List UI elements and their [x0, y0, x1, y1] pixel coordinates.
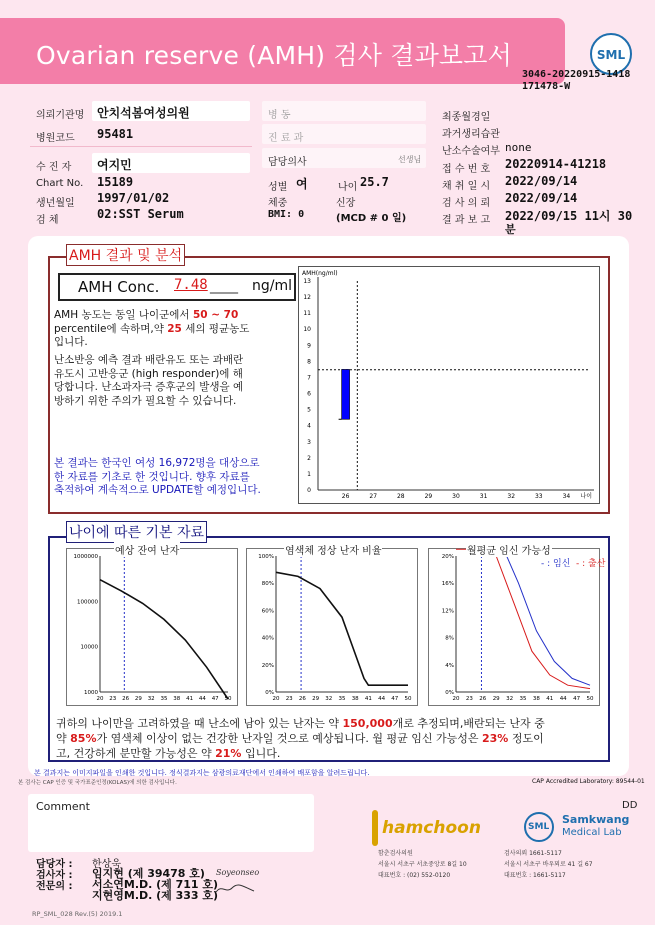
institution-label: 의뢰기관명 [36, 110, 85, 121]
amh-x-tick: 33 [534, 493, 543, 500]
chart-preg-y-tick: 16% [441, 581, 454, 588]
age-section-title: 나이에 따른 기본 자료 [66, 521, 207, 543]
chart-preg-x-tick: 29 [492, 696, 500, 702]
chart-preg-y-tick: 20% [441, 554, 454, 560]
birth-pct-value: 21% [215, 747, 242, 760]
p1b: percentile에 속하며,약 [54, 322, 164, 335]
p3-line-1: 본 결과는 한국인 여성 16,972명을 대상으로 [54, 457, 260, 469]
p3-line-2: 한 자료를 기초로 한 것입니다. 향후 자료를 [54, 470, 250, 483]
expert-2-value: 지현영M.D. (제 333 호) [92, 889, 219, 902]
chart-preg-x-tick: 35 [519, 696, 527, 702]
sml-logo-text: SML [596, 48, 626, 62]
chart-preg-x-tick: 50 [586, 696, 594, 702]
sum-g: 입니다. [244, 747, 281, 760]
institution-value: 안치석봄여성의원 [97, 106, 190, 120]
chart-no-label: Chart No. [36, 178, 84, 189]
amh-chart [298, 266, 600, 504]
divider [30, 146, 252, 147]
chart-preg-x-tick: 26 [479, 696, 487, 702]
remaining-eggs-title: 예상 잔여 난자 [114, 542, 180, 557]
expert-label: 전문의 : [36, 881, 73, 892]
mcd-value: (MCD # 0 일) [336, 213, 407, 224]
bmi-value: BMI: 0 [268, 209, 305, 220]
normal-egg-ratio-chart [246, 548, 418, 706]
chart-preg-y-tick: 12% [441, 608, 454, 615]
p1a: AMH 농도는 동일 나이군에서 [54, 309, 190, 321]
chart-normal-x-tick: 38 [351, 696, 359, 702]
chart-preg-x-tick: 32 [506, 696, 514, 702]
chart-eggs-x-tick: 50 [224, 696, 232, 702]
preg-pct-value: 23% [481, 732, 509, 745]
amh-x-tick: 31 [479, 493, 488, 500]
chart-normal-x-tick: 20 [272, 696, 280, 702]
amh-y-tick: 12 [303, 294, 311, 302]
doctor-suffix: 선생님 [398, 155, 422, 164]
amh-y-tick: 6 [307, 390, 311, 398]
chart-eggs-y-tick: 1000 [84, 690, 98, 696]
sml-name-1: Samkwang [562, 813, 630, 826]
amh-conc-label: AMH Conc. [78, 278, 160, 296]
chart-normal-x-tick: 41 [364, 696, 372, 702]
sml-footer-logo-text: SML [528, 822, 550, 832]
test-value: 2022/09/14 [505, 191, 578, 205]
dob-value: 1997/01/02 [97, 191, 170, 205]
p2-line-4: 방하기 위한 주의가 필요할 수 있습니다. [54, 394, 237, 407]
signature: Soyeonseo [216, 868, 260, 877]
receipt-label: 접 수 번 호 [442, 164, 491, 175]
doctor-label: 담당의사 [268, 157, 307, 168]
chart-normal-y-tick: 0% [265, 690, 274, 696]
hospital-code-value: 95481 [97, 127, 134, 141]
age-label: 나이 [338, 182, 358, 193]
chart-eggs-frame [67, 549, 238, 706]
tester-value: 임지현 (제 39478 호) [92, 867, 205, 880]
amh-y-tick: 3 [307, 438, 311, 446]
amh-y-label: AMH(ng/ml) [302, 270, 338, 277]
amh-x-tick: 30 [452, 493, 460, 500]
sum-d: 가 염색체 이상이 없는 건강한 난자일 것으로 예상됩니다. 월 평균 임신 가능성은 [96, 732, 479, 745]
chart-eggs-x-tick: 26 [122, 696, 130, 702]
ovariectomy-label: 난소수술여부 [442, 146, 500, 157]
sum-a: 귀하의 나이만을 고려하였을 때 난소에 남아 있는 난자는 약 [56, 717, 339, 730]
p1c: 세의 평균농도 [185, 322, 250, 335]
chart-normal-y-tick: 100% [258, 554, 274, 560]
amh-x-tick: 28 [396, 493, 405, 500]
normal-pct-value: 85% [70, 732, 97, 745]
chart-preg-x-tick: 23 [465, 696, 473, 702]
chart-normal-x-tick: 23 [285, 696, 293, 702]
chart-eggs-x-tick: 44 [198, 696, 206, 702]
chart-eggs-x-tick: 41 [186, 696, 194, 702]
chart-eggs-x-tick: 32 [147, 696, 155, 702]
amh-y-tick: 0 [307, 487, 311, 494]
p2-line-2: 유도시 고반응군 (high responder)에 해 [54, 367, 243, 380]
chart-eggs-x-tick: 20 [96, 696, 104, 702]
chart-preg-x-tick: 41 [546, 696, 554, 702]
patient-name-label: 수 진 자 [36, 162, 72, 173]
chart-eggs-y-tick: 10000 [80, 644, 98, 651]
mean-age-value: 25 [167, 322, 182, 335]
p2-line-1: 난소반응 예측 결과 배란유도 또는 과배란 [54, 354, 244, 366]
hamchoon-addr-2: 서울시 서초구 서초중앙로 8길 10 [378, 861, 467, 868]
chart-normal-y-tick: 80% [261, 581, 274, 588]
amh-x-label: 나이 [580, 493, 592, 500]
weight-label: 체중 [268, 198, 288, 209]
receipt-value: 20220914-41218 [505, 157, 607, 171]
chart-preg-x-tick: 20 [452, 696, 460, 702]
remaining-eggs-chart [66, 548, 238, 706]
sml-addr-3: 대표번호 : 1661-5117 [504, 872, 566, 879]
amh-percentile-text [54, 309, 294, 350]
cap-id: CAP Accredited Laboratory: 89544-01 [532, 778, 645, 785]
chart-preg-x-tick: 47 [573, 696, 581, 702]
specimen-label: 검 체 [36, 215, 59, 226]
signature-scribble [214, 882, 258, 896]
doc-number-2: 171478-W [522, 81, 571, 92]
amh-conc-unit: ng/ml [252, 278, 293, 294]
amh-data-note [54, 457, 294, 498]
sml-name-2: Medical Lab [562, 827, 622, 838]
chart-no-value: 15189 [97, 175, 134, 189]
chart-normal-x-tick: 47 [391, 696, 399, 702]
amh-conc-value: 7.48 [174, 277, 208, 293]
amh-y-tick: 5 [307, 406, 311, 414]
chart-eggs-x-tick: 23 [109, 696, 117, 702]
form-code: RP_SML_028 Rev.(5) 2019.1 [32, 910, 123, 918]
cap-note: 본 검사는 CAP 인증 및 국가표준인정(KOLAS)에 의한 검사입니다. [18, 780, 177, 786]
chart-eggs-x-tick: 29 [134, 696, 142, 702]
age-value: 25.7 [360, 175, 389, 189]
tester-label: 검사자 : [36, 870, 73, 881]
amh-y-tick: 10 [303, 326, 311, 334]
chart-normal-x-tick: 50 [404, 696, 412, 702]
expert-1-value: 서소연M.D. (제 711 호) [92, 878, 219, 891]
hamchoon-addr-3: 대표번호 : (02) 552-0120 [378, 872, 451, 879]
amh-range-bar [342, 369, 350, 419]
eggs-value: 150,000 [342, 717, 393, 730]
hospital-code-label: 병원코드 [36, 133, 75, 144]
height-label: 신장 [336, 198, 356, 209]
sml-addr-2: 서울시 서초구 바우뫼로 41 길 67 [504, 861, 593, 868]
sex-value: 여 [296, 177, 308, 191]
hamchoon-logo-text: hamchoon [382, 818, 481, 838]
report-value-tail: 분 [505, 223, 516, 236]
legend-birth: - : 출산 [576, 559, 606, 569]
rep-label: 담당자 : [36, 859, 73, 870]
report-value: 2022/09/15 11시 30 [505, 209, 633, 223]
chart-preg-y-tick: 0% [445, 690, 454, 696]
pregnancy-chance-title: 월평균 임신 가능성 [466, 542, 552, 557]
amh-y-tick: 2 [307, 454, 311, 462]
chart-eggs-y-tick: 100000 [77, 599, 98, 606]
sml-addr-1: 검사의뢰 1661-5117 [504, 850, 562, 857]
test-label: 검 사 의 뢰 [442, 198, 491, 209]
amh-y-tick: 4 [307, 422, 311, 430]
ward-box [262, 101, 426, 121]
amh-response-text [54, 354, 294, 408]
amh-y-tick: 1 [307, 470, 311, 478]
amh-x-tick: 26 [341, 493, 350, 500]
amh-x-tick: 27 [369, 493, 378, 500]
doc-number-1: 3046-20220915-1418 [522, 69, 631, 80]
past-history-label: 과거생리습관 [442, 129, 500, 140]
p3-line-3: 축적하여 계속적으로 UPDATE할 예정입니다. [54, 484, 261, 496]
dob-label: 생년월일 [36, 198, 75, 209]
print-note: 본 결과지는 이미지파일을 인쇄한 것입니다. 정식결과지는 삼광의료재단에서 인쇄하여 배포함을 알려드립니다. [34, 769, 370, 777]
p2-line-3: 당합니다. 난소과자극 증후군의 발생을 예 [54, 381, 244, 393]
chart-normal-y-tick: 40% [261, 635, 274, 642]
chart-normal-x-tick: 35 [338, 696, 346, 702]
collect-label: 채 취 일 시 [442, 181, 491, 192]
chart-eggs-y-tick: 1000000 [73, 554, 98, 560]
amh-x-tick: 34 [562, 493, 571, 500]
chart-preg-y-tick: 4% [445, 662, 454, 669]
amh-y-tick: 13 [303, 278, 311, 285]
chart-normal-x-tick: 44 [378, 696, 386, 702]
amh-y-tick: 8 [307, 358, 311, 366]
age-summary-text [56, 716, 608, 761]
dept-box [262, 124, 426, 144]
hamchoon-logo-mark [372, 810, 378, 846]
p1d: 입니다. [54, 336, 88, 348]
sum-e: 정도이 [511, 732, 544, 745]
sum-f: 고, 건강하게 분만할 가능성은 약 [56, 747, 212, 760]
amh-y-tick: 7 [307, 374, 311, 382]
legend-pregnancy: - : 임신 [541, 559, 571, 569]
normal-egg-ratio-title: 염색체 정상 난자 비율 [284, 542, 382, 557]
last-menses-label: 최종월경일 [442, 112, 491, 123]
chart-normal-x-tick: 29 [312, 696, 320, 702]
report-label: 결 과 보 고 [442, 215, 491, 226]
ovariectomy-value: none [505, 141, 532, 154]
amh-y-tick: 11 [303, 310, 311, 318]
chart-normal-x-tick: 26 [298, 696, 306, 702]
chart-normal-y-tick: 20% [261, 662, 274, 669]
percentile-value: 50 ~ 70 [192, 309, 239, 321]
collect-value: 2022/09/14 [505, 174, 578, 188]
chart-eggs-x-tick: 47 [211, 696, 219, 702]
sum-b: 개로 추정되며,배란되는 난자 중 [392, 717, 545, 730]
chart-preg-x-tick: 44 [559, 696, 567, 702]
amh-y-tick: 9 [307, 342, 311, 350]
chart-preg-y-tick: 8% [445, 635, 454, 642]
amh-conc-blank: ____ [210, 278, 238, 294]
amh-x-tick: 32 [507, 493, 516, 500]
chart-eggs-x-tick: 35 [160, 696, 168, 702]
hamchoon-addr-1: 함춘검사의원 [378, 850, 413, 857]
pregnancy-chance-chart [428, 548, 600, 706]
chart-normal-x-tick: 32 [325, 696, 333, 702]
page-title: Ovarian reserve (AMH) 검사 결과보고서 [36, 41, 512, 70]
chart-preg-x-tick: 38 [532, 696, 540, 702]
specimen-value: 02:SST Serum [97, 207, 184, 221]
rep-value: 한상욱 [92, 859, 121, 870]
comment-label: Comment [36, 800, 90, 813]
sum-c: 약 [56, 732, 67, 745]
chart-normal-frame [247, 549, 418, 706]
amh-section-title: AMH 결과 및 분석 [66, 244, 185, 266]
amh-x-tick: 29 [424, 493, 433, 500]
dd-label: DD [622, 800, 638, 811]
chart-eggs-x-tick: 38 [173, 696, 181, 702]
sex-label: 성별 [268, 182, 288, 193]
patient-name-value: 여지민 [97, 158, 132, 172]
chart-normal-y-tick: 60% [261, 608, 274, 615]
